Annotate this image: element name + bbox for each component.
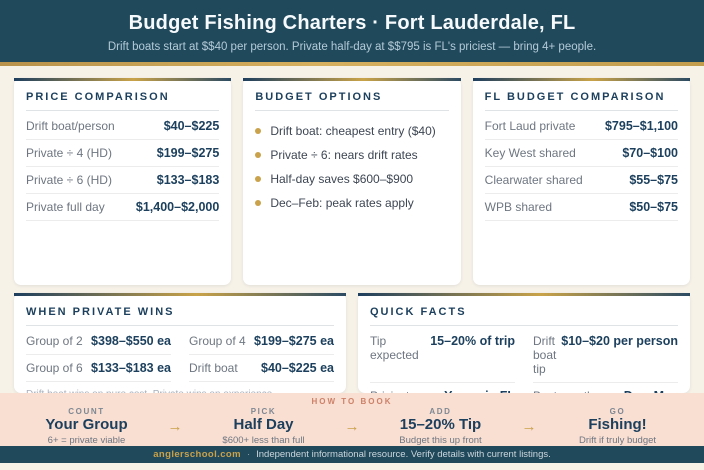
how-to-book-section <box>0 393 704 446</box>
step-kicker: PICK <box>250 407 277 416</box>
when-private-wins-grid <box>26 328 334 382</box>
table-row <box>26 140 219 167</box>
header <box>0 0 704 62</box>
table-row <box>189 328 334 355</box>
list-item <box>255 167 448 191</box>
row-label: Fort Laud private <box>484 119 576 133</box>
budget-options-list <box>255 119 448 215</box>
step-go-fishing <box>541 407 694 446</box>
card-title-quick-facts: QUICK FACTS <box>370 306 678 326</box>
row-value: 15–20% of trip <box>430 334 515 348</box>
row-value: $199–$275 ea <box>254 334 334 348</box>
step-add-tip <box>364 407 517 446</box>
row-label: Private full day <box>26 200 105 214</box>
step-title: Fishing! <box>588 416 647 433</box>
row-value: $199–$275 <box>156 146 220 160</box>
page-title: Budget Fishing Charters · Fort Lauderdale, FL <box>128 12 576 34</box>
table-row <box>26 355 171 382</box>
row-value: $55–$75 <box>629 173 678 187</box>
bullet-icon <box>255 176 261 182</box>
row-label: Group of 6 <box>26 361 83 375</box>
step-subtext: Drift if truly budget <box>578 434 657 446</box>
card-title-when-private-wins: WHEN PRIVATE WINS <box>26 306 334 326</box>
table-row <box>189 355 334 382</box>
step-kicker: ADD <box>429 407 452 416</box>
top-card-row <box>14 78 690 285</box>
row-label: Drift boat/person <box>26 119 115 133</box>
list-item-text: Drift boat: cheapest entry ($40) <box>270 124 436 138</box>
row-value: $40–$225 <box>163 119 220 133</box>
bullet-icon <box>255 200 261 206</box>
row-label: WPB shared <box>484 200 553 214</box>
footer-separator: · <box>246 449 251 460</box>
how-to-book-label: HOW TO BOOK <box>311 397 393 406</box>
bullet-icon <box>255 152 261 158</box>
budget-options-card <box>243 78 460 285</box>
row-label: Group of 4 <box>189 334 246 348</box>
table-row <box>26 328 171 355</box>
card-title-price-comparison: PRICE COMPARISON <box>26 91 219 111</box>
list-item <box>255 191 448 215</box>
row-label: Drift boat <box>189 361 238 375</box>
table-row <box>26 113 219 140</box>
table-row <box>485 113 678 140</box>
step-subtext: Budget this up front <box>399 434 482 446</box>
row-label: Key West shared <box>484 146 576 160</box>
price-comparison-card <box>14 78 231 285</box>
row-label: Tip expected <box>370 334 419 362</box>
row-label: Private ÷ 4 (HD) <box>26 146 112 160</box>
row-value: $398–$550 ea <box>91 334 171 348</box>
step-title: 15–20% Tip <box>399 416 482 433</box>
row-label: Clearwater shared <box>484 173 583 187</box>
list-item <box>255 143 448 167</box>
list-item-text: Half-day saves $600–$900 <box>270 172 414 186</box>
fl-budget-comparison-card <box>473 78 690 285</box>
site-link[interactable]: anglerschool.com <box>153 449 241 460</box>
card-title-fl-budget-comparison: FL BUDGET COMPARISON <box>485 91 678 111</box>
main-content <box>0 66 704 393</box>
table-row <box>26 194 219 221</box>
bullet-icon <box>255 128 261 134</box>
row-label: Drift boat tip <box>533 334 557 376</box>
row-value: $70–$100 <box>622 146 678 160</box>
footer <box>0 446 704 463</box>
row-value: $40–$225 ea <box>261 361 334 375</box>
arrow-right-icon: → <box>521 417 537 435</box>
step-count-your-group <box>10 407 163 446</box>
step-kicker: GO <box>609 407 626 416</box>
arrow-right-icon: → <box>167 417 183 435</box>
step-subtext: $600+ less than full <box>222 434 305 446</box>
row-value: $10–$20 per person <box>561 334 678 348</box>
table-row <box>370 328 515 383</box>
table-row <box>26 167 219 194</box>
row-value: $133–$183 ea <box>91 361 171 375</box>
row-label: Private ÷ 6 (HD) <box>26 173 112 187</box>
when-private-wins-card <box>14 293 346 393</box>
step-title: Half Day <box>233 416 294 433</box>
list-item-text: Private ÷ 6: nears drift rates <box>270 148 418 162</box>
arrow-right-icon: → <box>344 417 360 435</box>
page-subtitle: Drift boats start at $$40 per person. Private half-day at $$795 is FL's priciest — bring 4+ people. <box>107 41 597 53</box>
card-title-budget-options: BUDGET OPTIONS <box>255 91 448 111</box>
quick-facts-card <box>358 293 690 393</box>
footer-text: Independent informational resource. Verify details with current listings. <box>256 449 551 460</box>
table-row <box>485 194 678 221</box>
row-value: $50–$75 <box>629 200 678 214</box>
step-kicker: COUNT <box>68 407 105 416</box>
table-row <box>533 328 678 383</box>
how-to-book-steps <box>0 407 704 446</box>
list-item-text: Dec–Feb: peak rates apply <box>270 196 414 210</box>
table-row <box>485 140 678 167</box>
row-value: $133–$183 <box>156 173 220 187</box>
step-pick-half-day <box>187 407 340 446</box>
bottom-card-row <box>14 293 690 393</box>
step-title: Your Group <box>45 416 128 433</box>
row-label: Group of 2 <box>26 334 83 348</box>
row-value: $1,400–$2,000 <box>135 200 220 214</box>
table-row <box>485 167 678 194</box>
row-value: $795–$1,100 <box>604 119 678 133</box>
list-item <box>255 119 448 143</box>
step-subtext: 6+ = private viable <box>47 434 126 446</box>
